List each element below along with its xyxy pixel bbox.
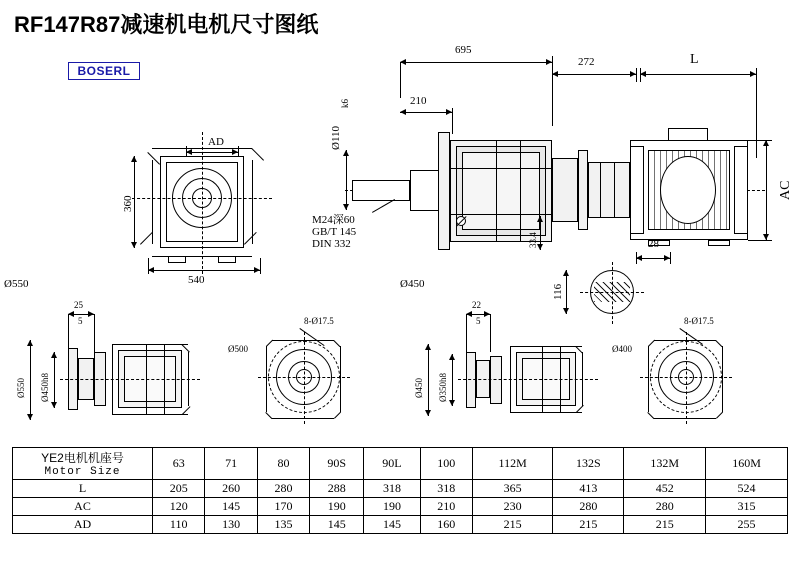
bore-450-label: Ø450 bbox=[400, 278, 425, 290]
table-cell: 145 bbox=[205, 498, 257, 516]
table-cell: 230 bbox=[472, 498, 553, 516]
table-cell: 130 bbox=[205, 516, 257, 534]
table-cell: 318 bbox=[420, 480, 472, 498]
dim-AC-label: AC bbox=[778, 180, 793, 200]
dim-25-label: 25 bbox=[74, 300, 83, 310]
bore-550-label: Ø550 bbox=[4, 278, 29, 290]
thread-note bbox=[312, 214, 356, 250]
table-cell: 110 bbox=[153, 516, 205, 534]
table-cell: 190 bbox=[310, 498, 364, 516]
table-header-size: 132S bbox=[553, 448, 624, 480]
dim-5-label: 5 bbox=[78, 316, 83, 326]
dia-350h8-label: Ø350h8 bbox=[438, 373, 448, 402]
dia-450-label: Ø450 bbox=[414, 378, 424, 398]
table-header-size: 90S bbox=[310, 448, 364, 480]
dim-360-label: 360 bbox=[122, 195, 134, 212]
table-cell: 452 bbox=[624, 480, 706, 498]
table-cell: 315 bbox=[706, 498, 788, 516]
dim-33-4-label: 33.4 bbox=[528, 232, 538, 248]
table-header-size: 80 bbox=[257, 448, 309, 480]
dim-695-label: 695 bbox=[455, 44, 472, 56]
dim-28-label: 28 bbox=[648, 238, 659, 250]
dim-22-label: 22 bbox=[472, 300, 481, 310]
dim-L-label: L bbox=[690, 52, 699, 67]
thread-note-line2: GB/T 145 bbox=[312, 226, 357, 238]
output-shaft bbox=[352, 180, 410, 201]
table-cell: 145 bbox=[310, 516, 364, 534]
table-cell: 145 bbox=[364, 516, 420, 534]
table-cell: 318 bbox=[364, 480, 420, 498]
table-cell: 413 bbox=[553, 480, 624, 498]
terminal-box bbox=[668, 128, 708, 141]
header-en: Motor Size bbox=[44, 466, 121, 478]
row-label-L: L bbox=[13, 480, 153, 498]
table-header-size: 132M bbox=[624, 448, 706, 480]
brand-logo: BOSERL bbox=[68, 62, 140, 80]
dim-540-label: 540 bbox=[188, 274, 205, 286]
table-header-size: 63 bbox=[153, 448, 205, 480]
table-cell: 205 bbox=[153, 480, 205, 498]
shaft-diameter-label: Ø110 bbox=[330, 125, 342, 150]
table-row bbox=[13, 498, 788, 516]
shaft-tolerance-label: k6 bbox=[340, 99, 350, 108]
dim-210-label: 210 bbox=[410, 95, 427, 107]
table-row bbox=[13, 516, 788, 534]
table-cell: 260 bbox=[205, 480, 257, 498]
table-row bbox=[13, 480, 788, 498]
thread-note-line3: DIN 332 bbox=[312, 238, 351, 250]
table-header-size: 71 bbox=[205, 448, 257, 480]
table-cell: 255 bbox=[706, 516, 788, 534]
hole-note-d: 8-Ø17.5 bbox=[684, 316, 714, 326]
table-header-motor-size bbox=[13, 448, 153, 480]
row-label-AD: AD bbox=[13, 516, 153, 534]
motor-adapter bbox=[552, 158, 578, 222]
dim-ad-label: AD bbox=[208, 136, 224, 148]
table-header-size: 112M bbox=[472, 448, 553, 480]
table-cell: 280 bbox=[553, 498, 624, 516]
table-cell: 190 bbox=[364, 498, 420, 516]
dia-450h8-label: Ø450h8 bbox=[40, 373, 50, 402]
table-header-row bbox=[13, 448, 788, 480]
table-cell: 120 bbox=[153, 498, 205, 516]
row-label-AC: AC bbox=[13, 498, 153, 516]
page-title: RF147R87减速机电机尺寸图纸 bbox=[14, 12, 319, 37]
table-cell: 288 bbox=[310, 480, 364, 498]
table-cell: 215 bbox=[553, 516, 624, 534]
flange-dia-b: Ø500 bbox=[228, 344, 248, 354]
mounting-flange bbox=[438, 132, 450, 250]
dim-116-label: 116 bbox=[552, 283, 564, 300]
table-cell: 215 bbox=[472, 516, 553, 534]
table-cell: 215 bbox=[624, 516, 706, 534]
dia-550-label: Ø550 bbox=[16, 378, 26, 398]
table-cell: 524 bbox=[706, 480, 788, 498]
table-header-size: 90L bbox=[364, 448, 420, 480]
hole-note-b: 8-Ø17.5 bbox=[304, 316, 334, 326]
table-header-size: 160M bbox=[706, 448, 788, 480]
table-header-size: 100 bbox=[420, 448, 472, 480]
table-cell: 160 bbox=[420, 516, 472, 534]
table-cell: 280 bbox=[257, 480, 309, 498]
dim-272-label: 272 bbox=[578, 56, 595, 68]
table-cell: 170 bbox=[257, 498, 309, 516]
thread-note-line1: M24深60 bbox=[312, 214, 355, 226]
table-cell: 280 bbox=[624, 498, 706, 516]
table-cell: 135 bbox=[257, 516, 309, 534]
dim-5b-label: 5 bbox=[476, 316, 481, 326]
header-cn: YE2电机机座号 bbox=[41, 451, 124, 465]
table-cell: 365 bbox=[472, 480, 553, 498]
table-cell: 210 bbox=[420, 498, 472, 516]
motor-size-table bbox=[12, 447, 788, 534]
flange-dia-d: Ø400 bbox=[612, 344, 632, 354]
flange-plate-c bbox=[466, 352, 476, 408]
